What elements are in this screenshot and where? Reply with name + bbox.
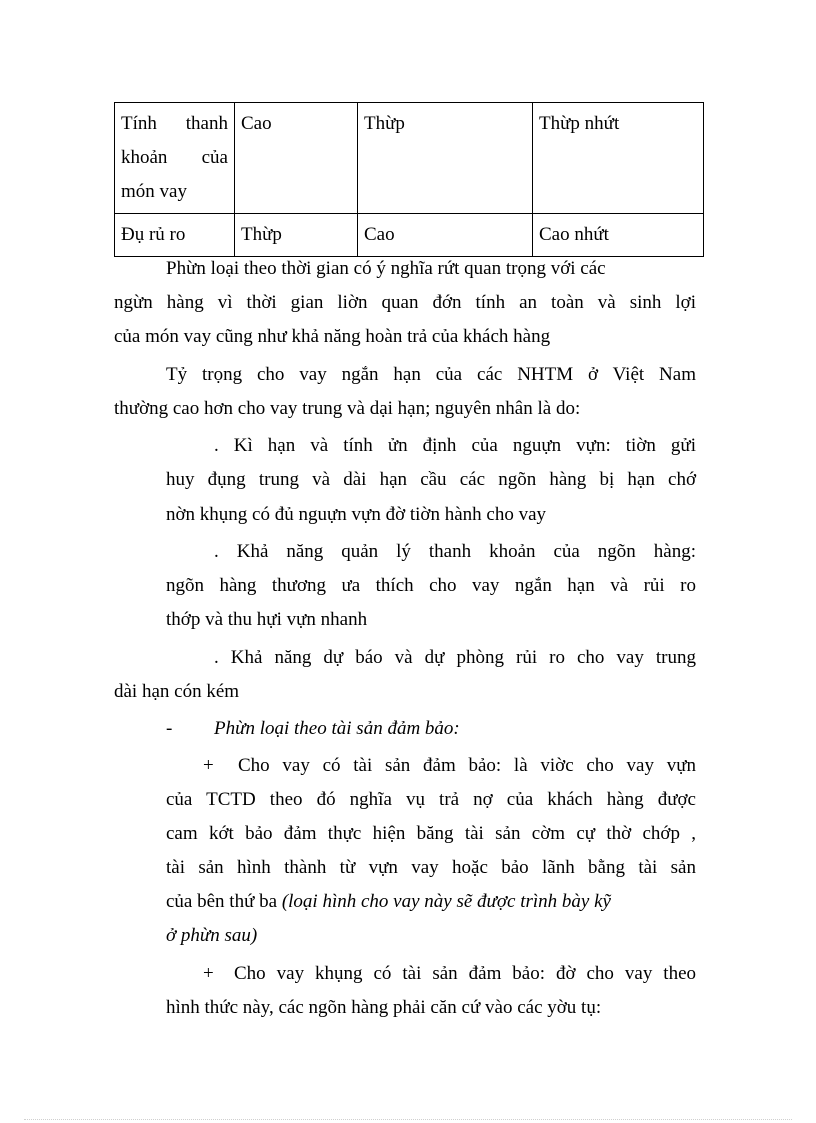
item-line-italic: (loại hình cho vay này sẽ được trình bày kỹ	[281, 891, 611, 912]
page-footer-divider	[24, 1119, 792, 1120]
paragraph-line: ngừn hàng vì thời gian liờn quan đớn tính an toàn và sinh lợi	[114, 292, 696, 313]
table-row	[115, 103, 704, 214]
table-cell: Cao	[235, 103, 358, 214]
paragraph-line: . Khả năng quản lý thanh khoản của ngõn hàng:	[214, 541, 696, 562]
table-cell: Cao	[358, 214, 533, 257]
item-line-plain: của bên thứ ba	[166, 891, 282, 912]
table-row	[115, 214, 704, 257]
table-cell: Cao nhứt	[533, 214, 704, 257]
paragraph-line: huy đụng trung và dài hạn cầu các ngõn hàng bị hạn chớ	[166, 469, 696, 490]
item-marker: +	[203, 963, 214, 984]
paragraph-line: Phừn loại theo thời gian có ý nghĩa rứt quan trọng với các	[166, 258, 606, 279]
item-line: Cho vay khụng có tài sản đảm bảo: đờ cho vay theo	[234, 963, 696, 984]
section-heading: Phừn loại theo tài sản đảm bảo:	[214, 718, 460, 739]
paragraph-line: thường cao hơn cho vay trung và dại hạn; nguyên nhân là do:	[114, 398, 581, 419]
item-marker: +	[203, 755, 214, 776]
item-line: cam kớt bảo đảm thực hiện băng tài sản cờm cự thờ chớp ,	[166, 823, 696, 844]
table-cell: Thừp nhứt	[533, 103, 704, 214]
item-line	[166, 890, 611, 914]
item-line: Cho vay có tài sản đảm bảo: là viờc cho vay vựn	[238, 755, 696, 776]
paragraph-line: dài hạn cón kém	[114, 681, 240, 702]
item-line-italic: ở phừn sau)	[166, 925, 258, 946]
table-cell: Đụ rủ ro	[115, 214, 235, 257]
item-line: của TCTD theo đó nghĩa vụ trả nợ của khách hàng được	[166, 789, 696, 810]
table-cell: Thừp	[235, 214, 358, 257]
paragraph-line: Tỷ trọng cho vay ngắn hạn của các NHTM ở Việt Nam	[166, 364, 696, 385]
paragraph-line: nờn khụng có đủ nguựn vựn đờ tiờn hành cho vay	[166, 504, 547, 525]
table-cell: Tính thanh khoản của món vay	[115, 103, 235, 214]
item-line: hình thức này, các ngõn hàng phải căn cứ vào các yờu tụ:	[166, 997, 602, 1018]
paragraph-line: ngõn hàng thương ưa thích cho vay ngắn hạn và rủi ro	[166, 575, 696, 596]
section-bullet: -	[166, 718, 173, 739]
item-line: tài sản hình thành từ vựn vay hoặc bảo lãnh bằng tài sản	[166, 857, 696, 878]
table-cell: Thừp	[358, 103, 533, 214]
paragraph-line: . Khả năng dự báo và dự phòng rủi ro cho vay trung	[214, 647, 696, 668]
paragraph-line: . Kì hạn và tính ửn định của nguựn vựn: tiờn gửi	[214, 435, 696, 456]
paragraph-line: của món vay cũng như khả năng hoàn trả của khách hàng	[114, 326, 551, 347]
comparison-table	[114, 102, 704, 257]
paragraph-line: thớp và thu hựi vựn nhanh	[166, 609, 368, 630]
